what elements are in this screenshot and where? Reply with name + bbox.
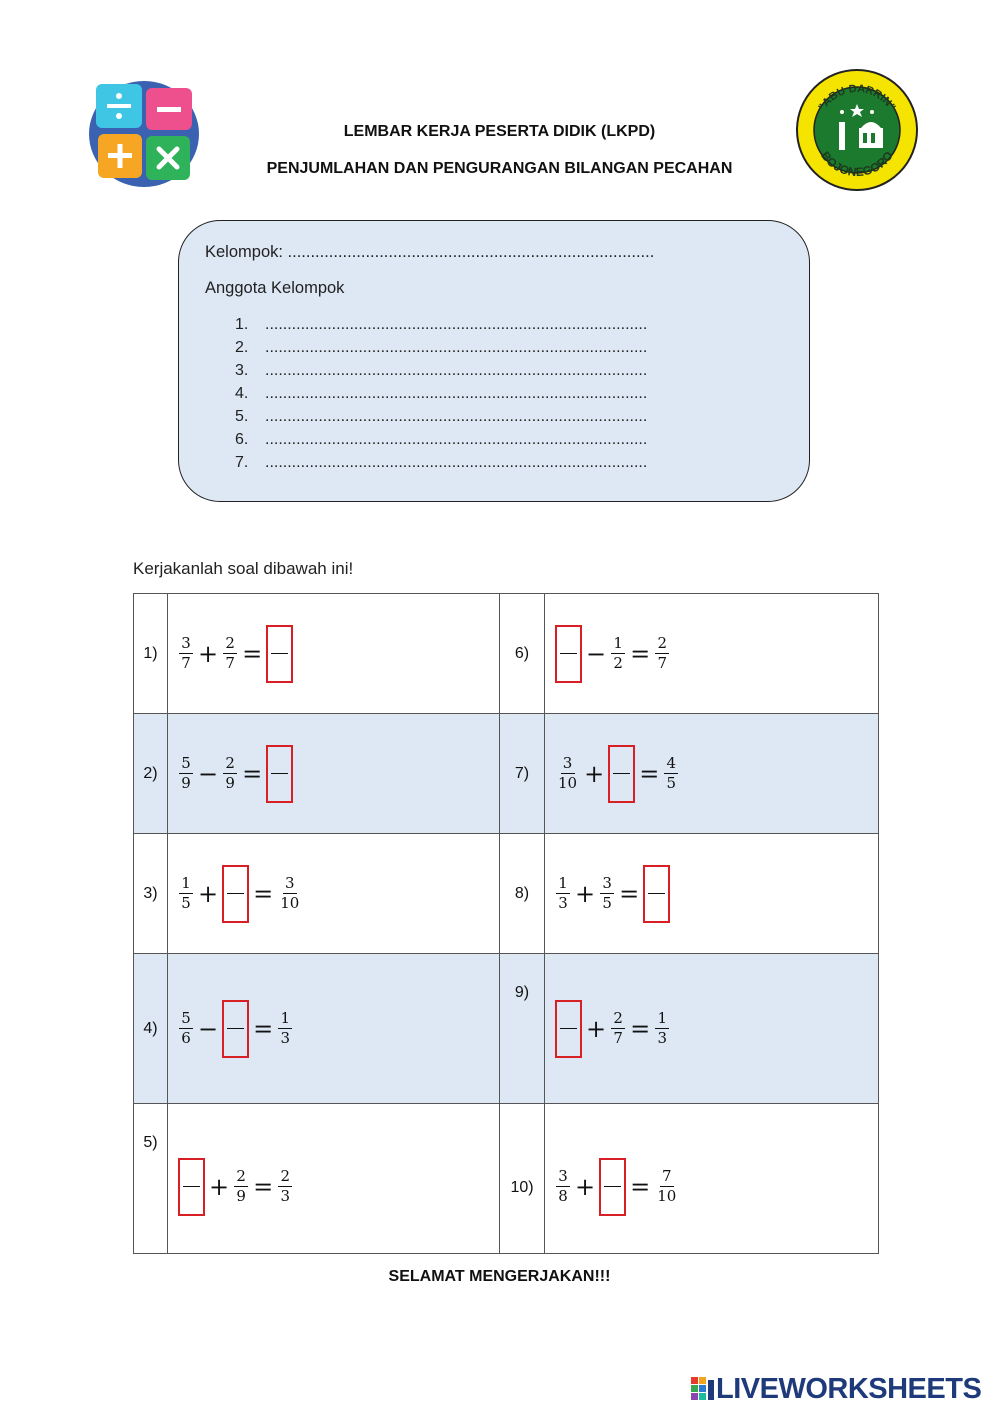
answer-blank-box[interactable] <box>178 1158 205 1216</box>
liveworksheets-brand[interactable] <box>690 1372 990 1406</box>
table-row <box>134 954 879 1104</box>
question-number: 8) <box>500 834 545 954</box>
answer-blank-box[interactable] <box>599 1158 626 1216</box>
emblem-top-text: "ABU DARRIN" <box>816 82 898 113</box>
question-9 <box>545 954 879 1104</box>
answer-blank-box[interactable] <box>222 865 249 923</box>
answer-blank-box[interactable] <box>266 745 293 803</box>
equals-sign: = <box>242 639 263 668</box>
question-3 <box>168 834 500 954</box>
member-line-3[interactable] <box>235 362 647 380</box>
operator: + <box>575 1172 596 1201</box>
operator: + <box>575 879 596 908</box>
equals-sign: = <box>242 759 263 788</box>
member-number: 1. <box>235 316 249 333</box>
questions-table <box>133 593 879 1254</box>
question-number: 9) <box>500 954 545 1104</box>
operator: + <box>586 1014 607 1043</box>
question-number: 7) <box>500 714 545 834</box>
fraction: $\frac{2}{7}$ <box>655 635 669 672</box>
answer-blank-box[interactable] <box>555 625 582 683</box>
member-dots: ...................................................................................... <box>265 431 648 448</box>
equals-sign: = <box>630 1014 651 1043</box>
question-number: 1) <box>134 594 168 714</box>
fraction: $\frac{4}{5}$ <box>664 755 678 792</box>
equals-sign: = <box>639 759 660 788</box>
question-6 <box>545 594 879 714</box>
question-10 <box>545 1104 879 1254</box>
question-number: 5) <box>134 1104 168 1254</box>
member-number: 5. <box>235 408 249 425</box>
fraction: $\frac{3}{7}$ <box>179 635 193 672</box>
fraction: $\frac{5}{9}$ <box>179 755 193 792</box>
fraction: $\frac{1}{3}$ <box>278 1010 292 1047</box>
answer-blank-box[interactable] <box>608 745 635 803</box>
page-title: LEMBAR KERJA PESERTA DIDIK (LKPD) <box>343 123 656 140</box>
question-8 <box>545 834 879 954</box>
member-line-7[interactable] <box>235 454 647 472</box>
fraction: $\frac{1}{5}$ <box>179 875 193 912</box>
fraction: $\frac{1}{3}$ <box>556 875 570 912</box>
operator: + <box>198 639 219 668</box>
question-2 <box>168 714 500 834</box>
equals-sign: = <box>630 639 651 668</box>
question-7 <box>545 714 879 834</box>
member-number: 4. <box>235 385 249 402</box>
question-number: 4) <box>134 954 168 1104</box>
equals-sign: = <box>253 1172 274 1201</box>
operator: + <box>209 1172 230 1201</box>
member-dots: ...................................................................................... <box>265 339 648 356</box>
operator: + <box>584 759 605 788</box>
operator: − <box>586 639 607 668</box>
page-subtitle: PENJUMLAHAN DAN PENGURANGAN BILANGAN PECAHAN <box>266 160 733 177</box>
question-1 <box>168 594 500 714</box>
fraction: $\frac{2}{9}$ <box>234 1168 248 1205</box>
question-5 <box>168 1104 500 1254</box>
equals-sign: = <box>619 879 640 908</box>
member-number: 3. <box>235 362 249 379</box>
member-dots: ...................................................................................... <box>265 454 648 471</box>
question-number: 6) <box>500 594 545 714</box>
member-line-2[interactable] <box>235 339 647 357</box>
fraction: $\frac{2}{7}$ <box>611 1010 625 1047</box>
member-line-1[interactable] <box>235 316 647 334</box>
answer-blank-box[interactable] <box>222 1000 249 1058</box>
fraction: $\frac{1}{3}$ <box>655 1010 669 1047</box>
fraction: $\frac{3}{8}$ <box>556 1168 570 1205</box>
closing-text: SELAMAT MENGERJAKAN!!! <box>388 1268 611 1285</box>
table-row <box>134 834 879 954</box>
school-emblem-icon <box>795 68 919 192</box>
member-number: 7. <box>235 454 249 471</box>
operator: + <box>198 879 219 908</box>
member-dots: ...................................................................................... <box>265 316 648 333</box>
answer-blank-box[interactable] <box>643 865 670 923</box>
member-dots: ...................................................................................... <box>265 385 648 402</box>
member-dots: ...................................................................................... <box>265 362 648 379</box>
member-line-4[interactable] <box>235 385 647 403</box>
member-line-5[interactable] <box>235 408 647 426</box>
fraction: $\frac{2}{7}$ <box>223 635 237 672</box>
question-4 <box>168 954 500 1104</box>
question-number: 2) <box>134 714 168 834</box>
fraction: $\frac{1}{2}$ <box>611 635 625 672</box>
question-number: 10) <box>500 1104 545 1254</box>
fraction: $\frac{2}{9}$ <box>223 755 237 792</box>
fraction: $\frac{2}{3}$ <box>278 1168 292 1205</box>
fraction: $\frac{5}{6}$ <box>179 1010 193 1047</box>
member-number: 2. <box>235 339 249 356</box>
fraction: $\frac{3}{10}$ <box>558 754 578 792</box>
operator: − <box>198 1014 219 1043</box>
table-row <box>134 594 879 714</box>
equals-sign: = <box>253 1014 274 1043</box>
equals-sign: = <box>253 879 274 908</box>
fraction: $\frac{7}{10}$ <box>657 1167 677 1205</box>
group-members-label: Anggota Kelompok <box>205 279 345 297</box>
instruction-text: Kerjakanlah soal dibawah ini! <box>133 559 354 578</box>
member-line-6[interactable] <box>235 431 647 449</box>
liveworksheets-logo-icon <box>690 1376 716 1402</box>
question-number: 3) <box>134 834 168 954</box>
answer-blank-box[interactable] <box>266 625 293 683</box>
fraction: $\frac{3}{5}$ <box>600 875 614 912</box>
member-number: 6. <box>235 431 249 448</box>
table-row <box>134 1104 879 1254</box>
operator: − <box>198 759 219 788</box>
watermark-text: LIVEWORKSHEETS <box>716 1372 982 1405</box>
equals-sign: = <box>630 1172 651 1201</box>
fraction: $\frac{3}{10}$ <box>280 874 300 912</box>
member-dots: ...................................................................................... <box>265 408 648 425</box>
group-name-field[interactable]: Kelompok: ................................................................................ <box>205 243 655 261</box>
emblem-bottom-text: BOJONEGORO <box>818 148 896 180</box>
answer-blank-box[interactable] <box>555 1000 582 1058</box>
table-row <box>134 714 879 834</box>
